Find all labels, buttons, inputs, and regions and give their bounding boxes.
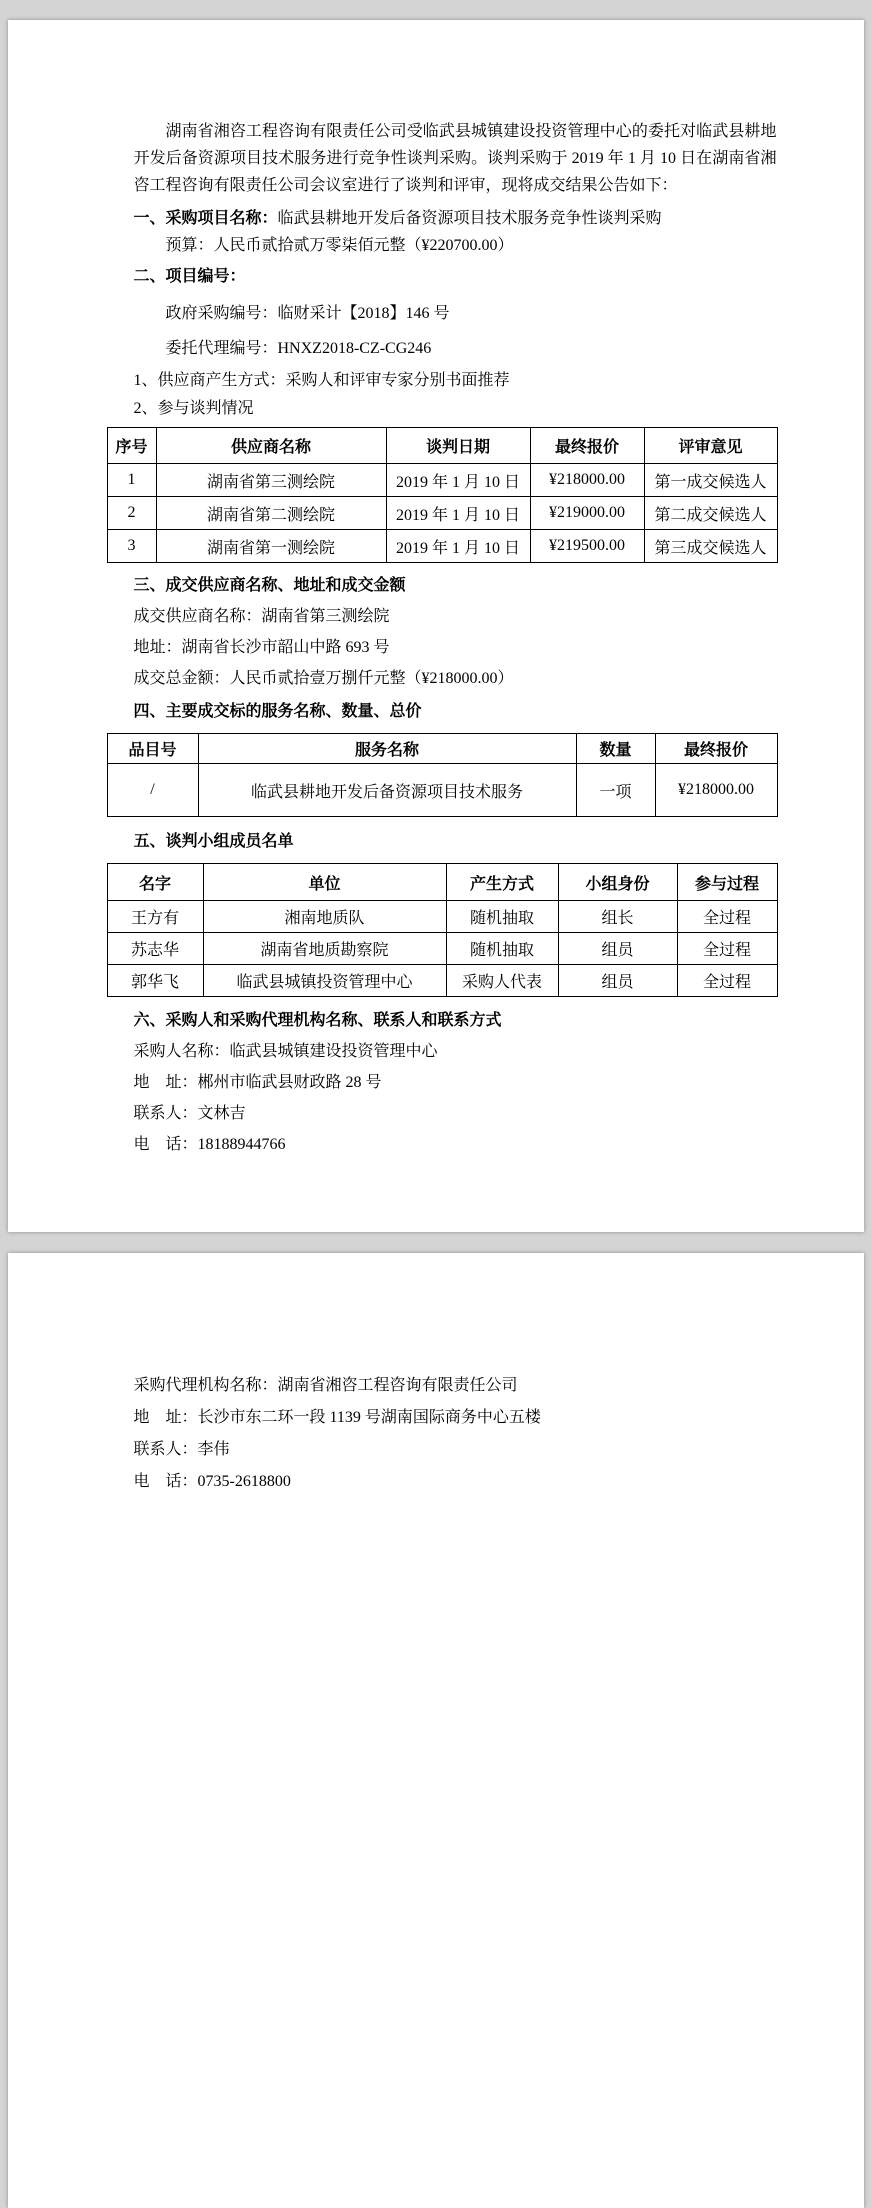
document-page-2 [8,1253,864,2208]
purchaser-contact: 联系人：文林吉 [133,1105,246,1122]
column-header: 品目号 [107,734,198,764]
table-row [107,530,777,563]
section-5-heading: 五、谈判小组成员名单 [133,833,294,850]
column-header: 供应商名称 [156,428,386,464]
supplier-origin-line: 1、供应商产生方式：采购人和评审专家分别书面推荐 [133,372,510,389]
cell-member-org: 湘南地质队 [203,901,446,933]
section-6-heading: 六、采购人和采购代理机构名称、联系人和联系方式 [133,1012,502,1029]
table-row [107,464,777,497]
cell-member-origin: 随机抽取 [446,933,558,965]
cell-price: ¥219000.00 [530,497,644,530]
cell-member-role: 组员 [558,965,677,997]
panel-member-table [107,863,778,997]
cell-member-role: 组员 [558,933,677,965]
section-2-heading: 二、项目编号： [133,268,246,285]
negotiation-table [107,427,778,563]
cell-member-name: 郭华飞 [107,965,203,997]
column-header: 服务名称 [198,734,576,764]
table-row [107,497,777,530]
cell-member-origin: 随机抽取 [446,901,558,933]
section-4-heading: 四、主要成交标的服务名称、数量、总价 [133,703,422,720]
cell-date: 2019 年 1 月 10 日 [386,530,530,563]
cell-member-org: 临武县城镇投资管理中心 [203,965,446,997]
cell-supplier: 湖南省第三测绘院 [156,464,386,497]
column-header: 序号 [107,428,156,464]
gov-procurement-code: 政府采购编号：临财采计【2018】146 号 [165,305,450,322]
service-table [107,733,778,817]
winning-total-amount: 成交总金额：人民币贰拾壹万捌仟元整（¥218000.00） [133,670,514,687]
intro-paragraph: 湖南省湘咨工程咨询有限责任公司受临武县城镇建设投资管理中心的委托对临武县耕地开发后备资源项目技术服务进行竞争性谈判采购。谈判采购于 2019 年 1 月 10 日在湖南省湘咨工程咨询有限责任公司会议室进行了谈判和评审，现将成交结果公告如下： [133,123,777,194]
cell-member-origin: 采购人代表 [446,965,558,997]
section-3-heading: 三、成交供应商名称、地址和成交金额 [133,577,406,594]
column-header: 产生方式 [446,864,558,901]
column-header: 数量 [576,734,655,764]
cell-member-org: 湖南省地质勘察院 [203,933,446,965]
document-page-1 [8,20,864,1232]
column-header: 评审意见 [644,428,777,464]
agency-name: 采购代理机构名称：湖南省湘咨工程咨询有限责任公司 [133,1377,518,1394]
column-header: 最终报价 [530,428,644,464]
agency-phone: 电 话：0735-2618800 [133,1473,291,1490]
table-row [107,965,777,997]
cell-item-no: / [107,764,198,817]
column-header: 谈判日期 [386,428,530,464]
cell-member-process: 全过程 [677,965,777,997]
column-header: 参与过程 [677,864,777,901]
page-gap [0,1232,871,1253]
column-header: 最终报价 [655,734,777,764]
cell-member-process: 全过程 [677,933,777,965]
cell-review: 第三成交候选人 [644,530,777,563]
cell-supplier: 湖南省第二测绘院 [156,497,386,530]
winning-supplier-name: 成交供应商名称：湖南省第三测绘院 [133,608,390,625]
section-1-budget: 预算：人民币贰拾贰万零柒佰元整（¥220700.00） [165,237,514,254]
column-header: 小组身份 [558,864,677,901]
agency-contact: 联系人：李伟 [133,1441,230,1458]
cell-member-name: 苏志华 [107,933,203,965]
table-header-row [107,734,777,764]
section-1-heading-line [134,205,777,232]
section-1-content: 临武县耕地开发后备资源项目技术服务竞争性谈判采购 [277,210,662,227]
cell-seq: 2 [107,497,156,530]
cell-supplier: 湖南省第一测绘院 [156,530,386,563]
purchaser-name: 采购人名称：临武县城镇建设投资管理中心 [133,1043,438,1060]
cell-review: 第二成交候选人 [644,497,777,530]
cell-quantity: 一项 [576,764,655,817]
negotiation-participation-line: 2、参与谈判情况 [133,400,254,417]
agency-address: 地 址：长沙市东二环一段 1139 号湖南国际商务中心五楼 [133,1409,541,1426]
table-header-row [107,428,777,464]
cell-service-name: 临武县耕地开发后备资源项目技术服务 [198,764,576,817]
cell-date: 2019 年 1 月 10 日 [386,464,530,497]
column-header: 名字 [107,864,203,901]
table-row [107,901,777,933]
table-header-row [107,864,777,901]
cell-seq: 1 [107,464,156,497]
cell-date: 2019 年 1 月 10 日 [386,497,530,530]
table-row [107,933,777,965]
cell-review: 第一成交候选人 [644,464,777,497]
cell-member-role: 组长 [558,901,677,933]
cell-seq: 3 [107,530,156,563]
agency-code: 委托代理编号：HNXZ2018-CZ-CG246 [165,340,432,357]
section-1-heading: 一、采购项目名称： [133,210,278,227]
table-row [107,764,777,817]
cell-price: ¥219500.00 [530,530,644,563]
cell-member-name: 王方有 [107,901,203,933]
cell-member-process: 全过程 [677,901,777,933]
cell-final-price: ¥218000.00 [655,764,777,817]
purchaser-address: 地 址：郴州市临武县财政路 28 号 [133,1074,382,1091]
purchaser-phone: 电 话：18188944766 [133,1136,286,1153]
cell-price: ¥218000.00 [530,464,644,497]
winning-supplier-address: 地址：湖南省长沙市韶山中路 693 号 [133,639,390,656]
column-header: 单位 [203,864,446,901]
